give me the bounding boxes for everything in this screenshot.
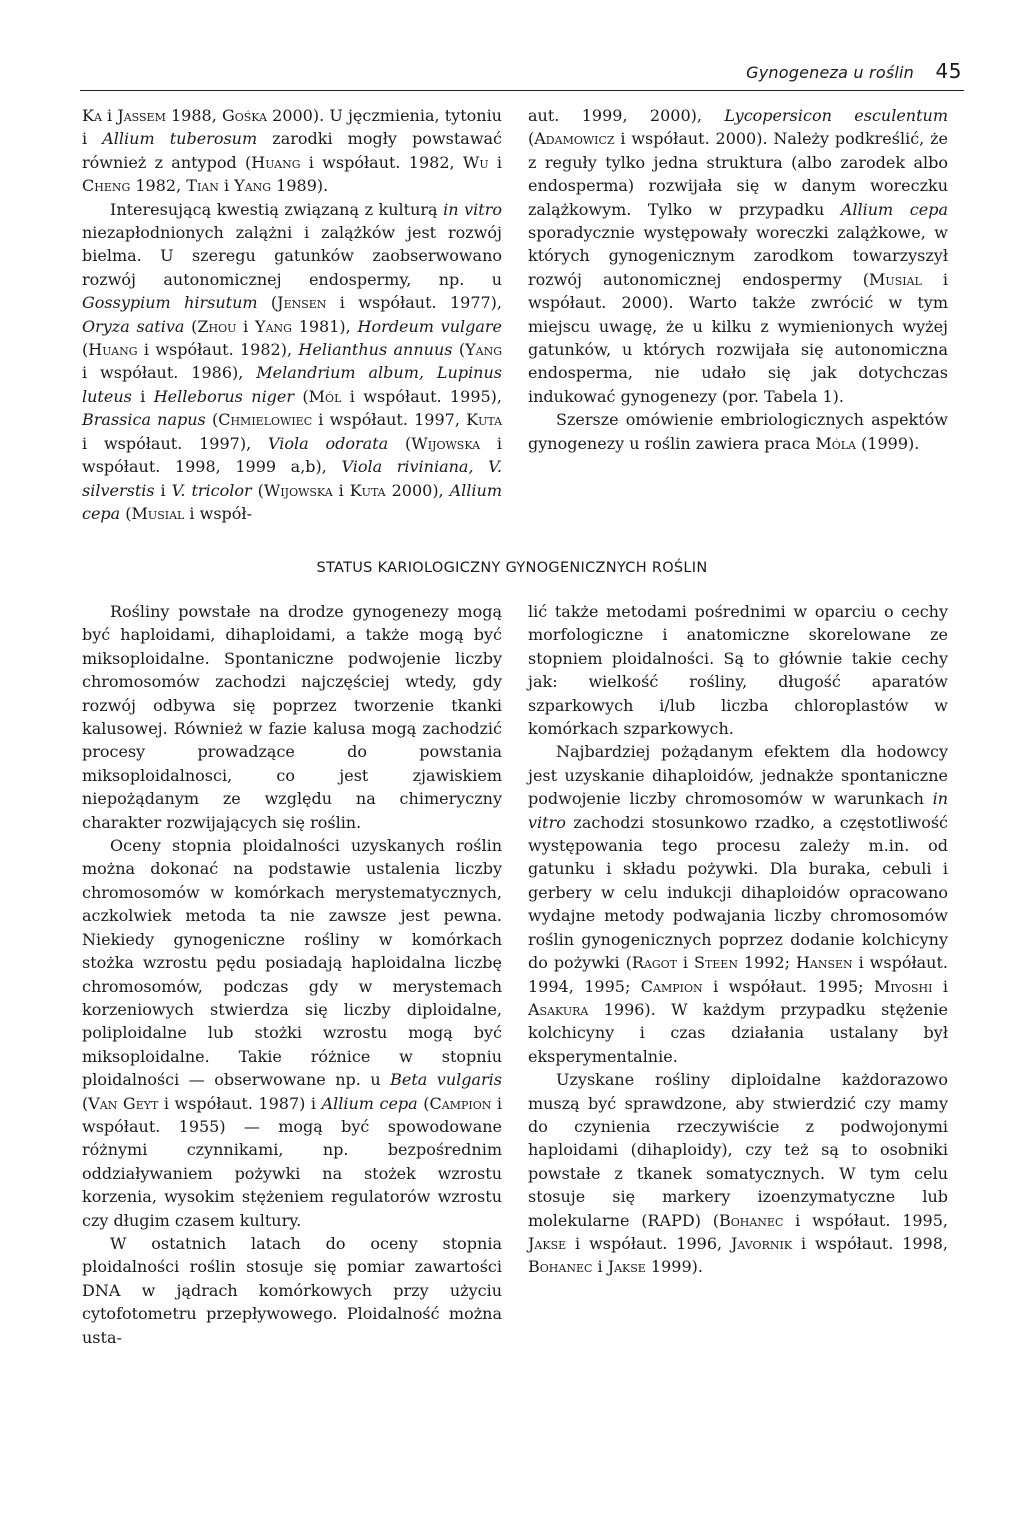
author-name: Musial: [869, 269, 922, 289]
lower-right-column: [528, 600, 948, 1279]
italic-term: Hordeum vulgare: [357, 316, 503, 336]
author-name: Jensen: [277, 293, 327, 313]
paragraph: Oceny stopnia ploidalności uzyskanych roślin można dokonać na podstawie ustalenia liczby chromosomów w komórkach merystematycznych, aczkolwiek metoda ta nie zawsze jest pewna. Niekiedy gynogeniczne rośliny w komórkach stożka wzrostu pędu posiadają haploidalna liczbę chromosomów, podczas gdy w merystemach korzeniowych stwierdza się liczby diploidalne, poliploidalne lub stożki wzrostu mogą być miksoploidalne. Takie różnice w stopniu ploidalności — obserwowane np. u Beta vulgaris (Van Geyt i współaut. 1987) i Allium cepa (Campion i współaut. 1955) — mogą być spowodowane różnymi czynnikami, np. bezpośrednim oddziaływaniem pożywki na stożek wzrostu korzenia, wysokim stężeniem regulatorów wzrostu czy długim czasem kultury.: [82, 836, 503, 1230]
lower-left-column: [82, 600, 502, 1349]
paragraph: aut. 1999, 2000), Lycopersicon esculentum (Adamowicz i współaut. 2000). Należy podkreślić, że z reguły tylko jedna struktura (albo zarodek albo endosperma) rozwijała się w danym woreczku zalążkowym. Tylko w przypadku Allium cepa sporadycznie występowały woreczki zalążkowe, w których gynogenicznym zarodkom towarzyszył rozwój autonomicznej endospermy (Musial i współaut. 2000). Warto także zwrócić w tym miejscu uwagę, że u kilku z wymienionych wyżej gatunków, u których rozwijała się autonomiczna endosperma, nie udało się jak dotychczas indukować gynogenezy (por. Tabela 1).: [528, 106, 949, 406]
author-name: Van Geyt: [88, 1093, 159, 1113]
author-name: Hansen: [795, 953, 853, 973]
italic-term: V. tricolor: [171, 480, 252, 500]
italic-term: in vitro: [443, 199, 502, 219]
paragraph: Ka i Jassem 1988, Gośka 2000). U jęczmienia, tytoniu i Allium tuberosum zarodki mogły powstawać również z antypod (Huang i współaut. 1982, Wu i Cheng 1982, Tian i Yang 1989).: [82, 106, 503, 196]
author-name: Bohanec: [718, 1210, 784, 1230]
author-name: Javornik: [731, 1233, 793, 1253]
author-name: Huang: [88, 340, 138, 360]
author-name: Wijowska: [263, 480, 333, 500]
author-name: Campion: [429, 1093, 492, 1113]
upper-left-column: [82, 104, 502, 525]
paragraph: Najbardziej pożądanym efektem dla hodowcy jest uzyskanie dihaploidów, jednakże spontaniczne podwojenie liczby chromosomów w warunkach in vitro zachodzi stosunkowo rzadko, a częstotliwość występowania tego procesu zależy m.in. od gatunku i składu pożywki. Dla buraka, cebuli i gerbery w celu indukcji dihaploidów opracowano wydajne metody podwajania liczby chromosomów roślin gynogenicznych poprzez dodanie kolchicyny do pożywki (Ragot i Steen 1992; Hansen i współaut. 1994, 1995; Campion i współaut. 1995; Miyoshi i Asakura 1996). W każdym przypadku stężenie kolchicyny i czas działania ustalany był eksperymentalnie.: [528, 742, 948, 1066]
italic-term: Oryza sativa: [82, 316, 185, 336]
author-name: Cheng: [82, 176, 131, 196]
author-name: Ragot: [631, 953, 677, 973]
author-name: Kuta: [466, 410, 503, 430]
author-name: Wijowska: [411, 433, 481, 453]
italic-term: Allium cepa: [321, 1093, 418, 1113]
italic-term: Melandrium album, Lupinus luteus: [82, 363, 503, 406]
author-name: Tian: [186, 176, 219, 196]
author-name: Bohanec: [528, 1257, 593, 1277]
author-name: Jassem: [117, 106, 166, 125]
author-name: Kuta: [349, 480, 386, 500]
author-name: Yang: [465, 340, 502, 360]
author-name: Wu: [462, 152, 489, 172]
author-name: Móla: [815, 433, 856, 453]
italic-term: Helianthus annuus: [298, 340, 453, 360]
running-title: Gynogeneza u roślin: [746, 63, 914, 82]
page-number: 45: [935, 59, 962, 83]
italic-term: Lycopersicon esculentum: [724, 106, 949, 125]
italic-term: Gossypium hirsutum: [82, 293, 258, 313]
author-name: Chmielowiec: [218, 410, 313, 430]
italic-term: Helleborus niger: [153, 386, 295, 406]
paragraph: Interesującą kwestią związaną z kulturą in vitro niezapłodnionych zalążni i zalążków jest rozwój bielma. U szeregu gatunków zaobserwowano rozwój autonomicznej endospermy, np. u Gossypium hirsutum (Jensen i współaut. 1977), Oryza sativa (Zhou i Yang 1981), Hordeum vulgare (Huang i współaut. 1982), Helianthus annuus (Yang i współaut. 1986), Melandrium album, Lupinus luteus i Helleborus niger (Mól i współaut. 1995), Brassica napus (Chmielowiec i współaut. 1997, Kuta i współaut. 1997), Viola odorata (Wijowska i współaut. 1998, 1999 a,b), Viola riviniana, V. silverstis i V. tricolor (Wijowska i Kuta 2000), Allium cepa (Musial i współ-: [82, 199, 503, 523]
italic-term: Viola odorata: [268, 433, 389, 453]
upper-right-column: [528, 104, 948, 455]
italic-term: Brassica napus: [82, 410, 206, 430]
author-name: Mól: [308, 386, 342, 406]
paragraph: Rośliny powstałe na drodze gynogenezy mogą być haploidami, dihaploidami, a także mogą być miksoploidalne. Spontaniczne podwojenie liczby chromosomów zachodzi najczęściej wtedy, gdy rozwój odbywa się poprzez tworzenie tkanki kalusowej. Również w fazie kalusa mogą zachodzić procesy prowadzące do powstania miksoploidalnosci, co jest zjawiskiem niepożądanym ze względu na chimeryczny charakter rozwijających się roślin.: [82, 602, 502, 832]
author-name: Yang: [255, 316, 292, 336]
author-name: Ka: [82, 106, 102, 125]
author-name: Campion: [640, 976, 703, 996]
author-name: Jakse: [528, 1233, 567, 1253]
author-name: Jakse: [607, 1257, 646, 1277]
paragraph: lić także metodami pośrednimi w oparciu o cechy morfologiczne i anatomiczne skorelowane ze stopniem ploidalności. Są to głównie takie cechy jak: wielkość rośliny, długość aparatów szparkowych i/lub liczba chloroplastów w komórkach szparkowych.: [528, 602, 948, 739]
italic-term: Allium cepa: [82, 480, 503, 523]
paragraph: Uzyskane rośliny diploidalne każdorazowo muszą być sprawdzone, aby stwierdzić czy mamy do czynienia rzeczywiście z podwojonymi haploidami (dihaploidy), czy też są to osobniki powstałe z tkanek somatycznych. W tym celu stosuje się markery izoenzymatyczne lub molekularne (RAPD) (Bohanec i współaut. 1995, Jakse i współaut. 1996, Javornik i współaut. 1998, Bohanec i Jakse 1999).: [528, 1070, 949, 1277]
author-name: Miyoshi: [873, 976, 933, 996]
author-name: Yang: [234, 176, 272, 196]
paragraph: Szersze omówienie embriologicznych aspektów gynogenezy u roślin zawiera praca Móla (1999).: [528, 410, 948, 453]
author-name: Adamowicz: [534, 129, 615, 149]
author-name: Steen: [693, 953, 738, 973]
italic-term: Viola riviniana, V. silverstis: [82, 457, 502, 500]
author-name: Asakura: [528, 999, 589, 1019]
author-name: Musial: [131, 503, 185, 523]
author-name: Zhou: [197, 316, 237, 336]
running-header: [80, 56, 964, 91]
author-name: Huang: [251, 152, 301, 172]
italic-term: Beta vulgaris: [390, 1070, 503, 1090]
paragraph: W ostatnich latach do oceny stopnia ploidalności roślin stosuje się pomiar zawartości DNA w jądrach komórkowych przy użyciu cytofotometru przepływowego. Ploidalność można usta-: [82, 1233, 502, 1347]
section-heading: STATUS KARIOLOGICZNY GYNOGENICZNYCH ROŚLIN: [316, 560, 708, 576]
author-name: Gośka: [221, 106, 267, 125]
italic-term: Allium cepa: [840, 199, 948, 219]
italic-term: Allium tuberosum: [102, 129, 258, 149]
italic-term: in vitro: [528, 789, 948, 832]
